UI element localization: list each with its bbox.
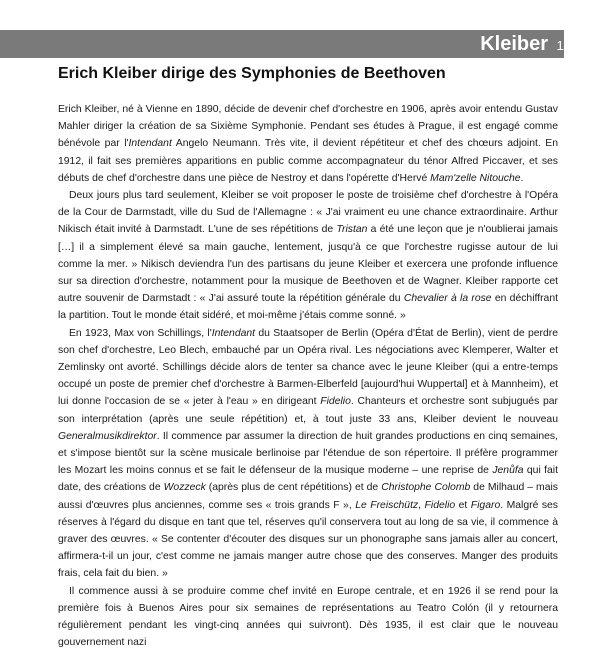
text-run: . xyxy=(520,172,524,184)
text-run: Il commence aussi à se produire comme chef invité en Europe centrale, et en 1926 il se rend pour la première fois à Buenos Aires pour six semaines de représentations au Teatro Colón (il y retournera régulièrement pendant les vingt-cinq années qui suivront). Dès 1935, il est clair que le nouveau gouvernement nazi xyxy=(58,585,558,649)
text-run: . Malgré ses réserves à l'égard du disque en tant que tel, réserves qu'il conservera tout au long de sa vie, il commence à graver des œuvres. « Se contenter d'écouter des disques sur un phonographe sans jamais aller au concert, affirmera-t-il un jour, c'est comme ne jamais manger autre chose que des conserves. Manger des produits frais, cela fait du bien. » xyxy=(58,499,558,580)
text-run: du Staatsoper de Berlin (Opéra d'État de Berlin), vient de perdre son chef d'orchestre, Leo Blech, embauché par un Opéra rival. Les négociations avec Klemperer, Walter et Zemlinsky ont avorté. Schillings décide alors de tenter sa chance avec le jeune Kleiber (qui a entre-temps occupé un poste de premier chef d'orchestre à Barmen-Elberfeld [aujourd'hui Wuppertal] et à Mannheim), et lui donne l'occasion de se « jeter à l'eau » en dirigeant xyxy=(58,327,558,408)
italic-term: Tristan xyxy=(336,224,368,236)
italic-term: Le Freischütz xyxy=(355,499,419,511)
running-header xyxy=(480,31,570,57)
italic-term: Mam'zelle Nitouche xyxy=(430,172,521,184)
text-run: et xyxy=(455,499,471,511)
text-run: qui fait date, des créations de xyxy=(58,465,558,494)
italic-term: Wozzeck xyxy=(163,482,206,494)
text-run: En 1923, Max von Schillings, l' xyxy=(69,327,212,339)
italic-term: Figaro xyxy=(470,499,501,511)
italic-term: Fidelio xyxy=(320,396,351,408)
page-number: 11 xyxy=(556,38,570,53)
paragraph-3 xyxy=(58,325,558,583)
text-run: , xyxy=(418,499,425,511)
text-run: a été une leçon que je n'oublierai jamais […] il a simplement élevé sa main gauche, lentement, jusqu'à ce que l'orchestre rugisse autour de lui comme la mer. » Nikisch deviendra l'un des partisans du jeune Kleiber et exercera une profonde influence sur sa direction d'orchestre, notamment pour la musique de Beethoven et de Wagner. Kleiber rapporte cet autre souvenir de Darmstadt : « J'ai assuré toute la répétition générale du xyxy=(58,224,558,305)
text-run: (après plus de cent répétitions) et de xyxy=(205,482,382,494)
italic-term: Christophe Colomb xyxy=(381,482,471,494)
italic-term: Intendant xyxy=(128,138,172,150)
article-title: Erich Kleiber dirige des Symphonies de Beethoven xyxy=(58,65,446,82)
italic-term: Intendant xyxy=(211,327,256,339)
italic-term: Fidelio xyxy=(424,499,456,511)
text-run: Erich Kleiber, né à Vienne en 1890, décide de devenir chef d'orchestre en 1906, après avoir entendu Gustav Mahler diriger la création de sa Sixième Symphonie. Pendant ses études à Prague, il est engagé comme bénévole par l' xyxy=(58,104,558,150)
italic-term: Generalmusikdirektor xyxy=(58,430,157,442)
paragraph-4 xyxy=(58,583,558,652)
text-run: de Milhaud – mais aussi d'œuvres plus anciennes, comme ses « trois grands F », xyxy=(58,482,558,511)
text-run: . Il commence par assumer la direction de huit grandes productions en cinq semaines, et s'impose bientôt sur la scène musicale berlinoise par l'étendue de son répertoire. Il préfère programmer les Mozart les moins connus et se fait le défenseur de la musique moderne – une reprise de xyxy=(58,430,558,477)
text-run: Deux jours plus tard seulement, Kleiber se voit proposer le poste de troisième chef d'orchestre à l'Opéra de la Cour de Darmstadt, ville du Sud de l'Allemagne : « J'ai vraiment eu une chance extraordinaire. Arthur Nikisch était invité à Darmstadt. L'une de ses répétitions de xyxy=(58,190,558,236)
running-header-name: Kleiber xyxy=(480,33,549,55)
italic-term: Jenůfa xyxy=(492,465,524,477)
text-run: Angelo Neumann. Très vite, il devient répétiteur et chef des chœurs adjoint. En 1912, il fait ses premières apparitions en public comme accompagnateur du ténor Alfred Piccaver, et ses débuts de chef d'orchestre dans une pièce de Nestroy et dans l'opérette d'Hervé xyxy=(58,138,558,184)
text-run: . Chanteurs et orchestre sont subjugués par son interprétation (après une seule répétition) et, à tout juste 33 ans, Kleiber devient le nouveau xyxy=(58,396,559,425)
text-run: en déchiffrant la partition. Tout le monde était sidéré, et moi-même j'étais comme sonné. » xyxy=(58,293,558,322)
paragraph-2 xyxy=(58,187,558,325)
article-body xyxy=(58,101,558,652)
paragraph-1 xyxy=(58,101,558,187)
italic-term: Chevalier à la rose xyxy=(403,293,492,305)
